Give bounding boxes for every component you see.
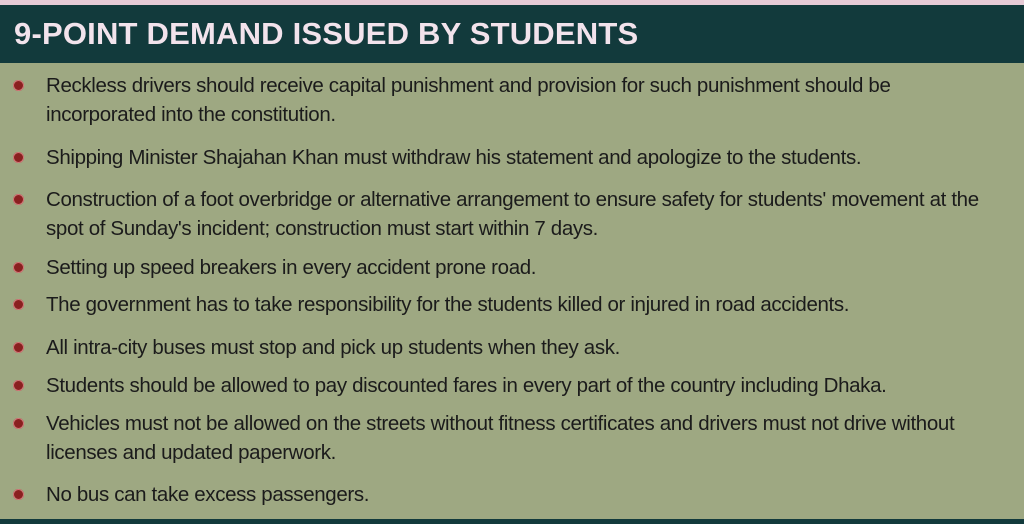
bullet-icon [13, 299, 24, 310]
list-item [0, 480, 1024, 509]
bullet-icon [13, 342, 24, 353]
demand-text: Construction of a foot overbridge or alternative arrangement to ensure safety for students' movement at the spot of Sunday's incident; construction must start within 7 days. [46, 188, 979, 240]
list-item [0, 185, 1024, 243]
bullet-icon [13, 262, 24, 273]
list-item [0, 143, 1024, 172]
list-item [0, 333, 1024, 362]
bullet-icon [13, 489, 24, 500]
demand-text: Reckless drivers should receive capital punishment and provision for such punishment should be incorporated into the constitution. [46, 74, 891, 126]
demand-text: Students should be allowed to pay discounted fares in every part of the country including Dhaka. [46, 374, 887, 397]
bullet-icon [13, 380, 24, 391]
page-title: 9-POINT DEMAND ISSUED BY STUDENTS [14, 16, 639, 51]
list-item [0, 290, 1024, 319]
list-item [0, 71, 1024, 129]
bullet-icon [13, 418, 24, 429]
header-bar [0, 5, 1024, 63]
bottom-rule [0, 519, 1024, 524]
list-item [0, 253, 1024, 282]
demand-text: All intra-city buses must stop and pick up students when they ask. [46, 336, 620, 359]
bullet-icon [13, 194, 24, 205]
list-item [0, 371, 1024, 400]
list-item [0, 409, 1024, 467]
bullet-icon [13, 80, 24, 91]
demand-text: The government has to take responsibility for the students killed or injured in road accidents. [46, 293, 850, 316]
demand-text: Vehicles must not be allowed on the streets without fitness certificates and drivers must not drive without licenses and updated paperwork. [46, 412, 955, 464]
demand-text: Shipping Minister Shajahan Khan must withdraw his statement and apologize to the students. [46, 146, 862, 169]
demand-text: No bus can take excess passengers. [46, 483, 370, 506]
demand-text: Setting up speed breakers in every accident prone road. [46, 256, 537, 279]
bullet-icon [13, 152, 24, 163]
